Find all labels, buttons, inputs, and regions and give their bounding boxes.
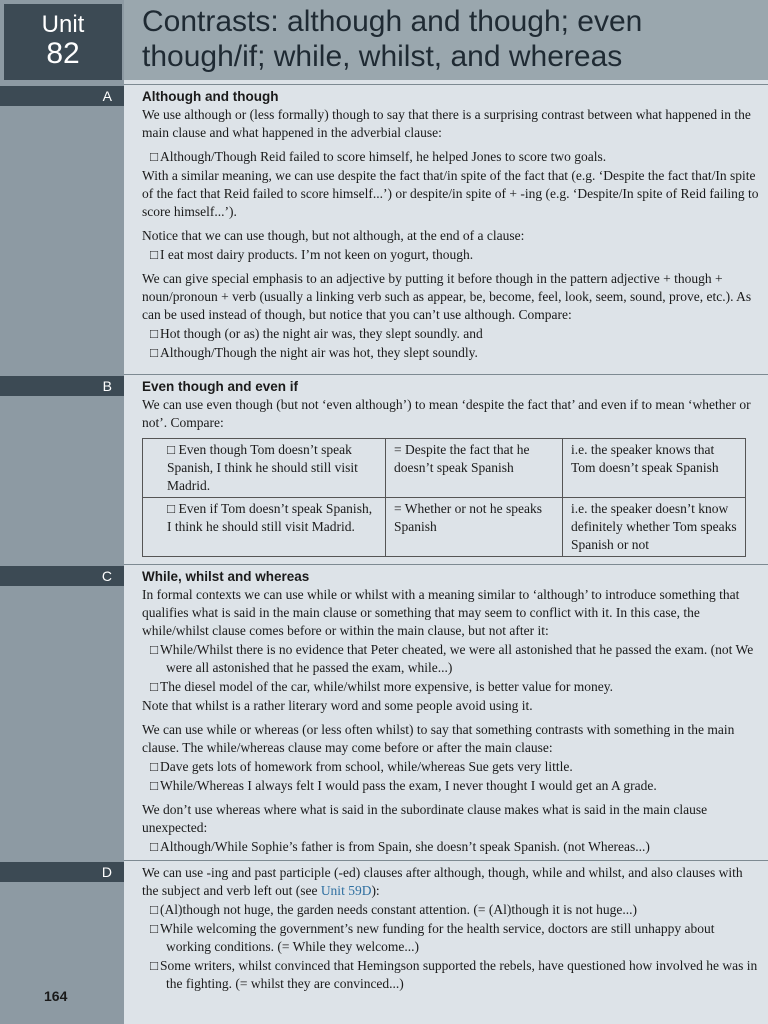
page-title: Contrasts: although and though; even though/if; while, whilst, and whereas bbox=[142, 5, 643, 73]
page-number: 164 bbox=[44, 988, 68, 1004]
example-text: Although/Though Reid failed to score himself, he helped Jones to score two goals. bbox=[160, 149, 607, 164]
example-text: Hot though (or as) the night air was, they slept soundly. and bbox=[160, 326, 483, 341]
checkbox-bullet-icon: □ bbox=[167, 442, 179, 457]
example bbox=[142, 920, 760, 956]
table-row bbox=[143, 439, 746, 498]
section-c bbox=[124, 564, 768, 857]
example bbox=[142, 957, 760, 993]
paragraph: We use although or (less formally) though to say that there is a surprising contrast between what happened in the main clause and what happened in the adverbial clause: bbox=[142, 107, 751, 140]
example bbox=[142, 678, 760, 696]
section-letter-d: D bbox=[0, 862, 124, 882]
paragraph: Notice that we can use though, but not although, at the end of a clause: bbox=[142, 228, 525, 243]
table-cell bbox=[143, 498, 386, 557]
example-text: Although/While Sophie’s father is from Spain, she doesn’t speak Spanish. (not Whereas...) bbox=[160, 839, 650, 854]
checkbox-bullet-icon: □ bbox=[150, 921, 159, 936]
checkbox-bullet-icon: □ bbox=[150, 778, 159, 793]
example-text: Although/Though the night air was hot, they slept soundly. bbox=[160, 345, 478, 360]
paragraph-text: We can use -ing and past participle (-ed) clauses after although, though, while and whilst, and also clauses with the subject and verb left out (see bbox=[142, 865, 743, 898]
section-a bbox=[124, 84, 768, 363]
example-text: Dave gets lots of homework from school, while/whereas Sue gets very little. bbox=[160, 759, 573, 774]
section-letter-a: A bbox=[0, 86, 124, 106]
unit-badge bbox=[4, 4, 122, 80]
table-cell: = Despite the fact that he doesn’t speak Spanish bbox=[386, 439, 563, 498]
section-b-heading: Even though and even if bbox=[142, 379, 299, 394]
example bbox=[142, 148, 760, 166]
checkbox-bullet-icon: □ bbox=[150, 149, 159, 164]
comparison-table bbox=[142, 438, 746, 557]
unit-reference-link[interactable]: Unit 59D bbox=[320, 883, 372, 898]
paragraph: In formal contexts we can use while or whilst with a meaning similar to ‘although’ to introduce something that qualifies what is said in the main clause or something that may seem to conflict with it. In this case, the while/whilst clause comes before or within the main clause, but not after it: bbox=[142, 587, 740, 638]
paragraph-text: ): bbox=[371, 883, 380, 898]
example-text: (Al)though not huge, the garden needs constant attention. (= (Al)though it is not huge...) bbox=[160, 902, 638, 917]
example bbox=[142, 325, 760, 343]
checkbox-bullet-icon: □ bbox=[150, 679, 159, 694]
section-d bbox=[124, 864, 768, 994]
paragraph: We can use even though (but not ‘even although’) to mean ‘despite the fact that’ and even if to mean ‘whether or not’. Compare: bbox=[142, 397, 751, 430]
checkbox-bullet-icon: □ bbox=[150, 326, 159, 341]
checkbox-bullet-icon: □ bbox=[167, 501, 179, 516]
paragraph: We don’t use whereas where what is said in the subordinate clause makes what is said in the main clause unexpected: bbox=[142, 802, 708, 835]
example bbox=[142, 246, 760, 264]
checkbox-bullet-icon: □ bbox=[150, 345, 159, 360]
unit-number: 82 bbox=[46, 37, 80, 70]
checkbox-bullet-icon: □ bbox=[150, 958, 159, 973]
section-letter-b: B bbox=[0, 376, 124, 396]
unit-label: Unit bbox=[41, 11, 85, 38]
section-b bbox=[124, 374, 768, 563]
cell-text: Even though Tom doesn’t speak Spanish, I think he should still visit Madrid. bbox=[167, 442, 358, 493]
example bbox=[142, 838, 760, 856]
checkbox-bullet-icon: □ bbox=[150, 759, 159, 774]
paragraph: We can use while or whereas (or less often whilst) to say that something contrasts with something in the main clause. The while/whereas clause may come before or after the main clause: bbox=[142, 722, 735, 755]
example-text: While welcoming the government’s new funding for the health service, doctors are still unhappy about working conditions. (= While they welcome...) bbox=[160, 921, 715, 954]
example bbox=[142, 641, 760, 677]
table-row bbox=[143, 498, 746, 557]
table-cell: i.e. the speaker knows that Tom doesn’t speak Spanish bbox=[563, 439, 746, 498]
section-a-heading: Although and though bbox=[142, 89, 279, 104]
example bbox=[142, 901, 760, 919]
paragraph: Note that whilst is a rather literary word and some people avoid using it. bbox=[142, 698, 533, 713]
section-divider bbox=[124, 860, 768, 861]
example-text: I eat most dairy products. I’m not keen on yogurt, though. bbox=[160, 247, 474, 262]
example-text: While/Whilst there is no evidence that Peter cheated, we were all astonished that he passed the exam. (not We were all astonished that he passed the exam, while...) bbox=[160, 642, 754, 675]
cell-text: Even if Tom doesn’t speak Spanish, I think he should still visit Madrid. bbox=[167, 501, 373, 534]
table-cell: = Whether or not he speaks Spanish bbox=[386, 498, 563, 557]
example bbox=[142, 777, 760, 795]
table-cell bbox=[143, 439, 386, 498]
checkbox-bullet-icon: □ bbox=[150, 902, 159, 917]
paragraph: We can give special emphasis to an adjective by putting it before though in the pattern adjective + though + noun/pronoun + verb (usually a linking verb such as appear, be, become, feel, look, seem, sound, prove, etc.). As can be used instead of though, but notice that you can’t use although. Compare: bbox=[142, 271, 752, 322]
section-letter-c: C bbox=[0, 566, 124, 586]
paragraph: With a similar meaning, we can use despite the fact that/in spite of the fact that (e.g. ‘Despite the fact that/In spite of the fact that Reid failed to score himself...’) or despite/in spite of + -ing (e.g. ‘Despite/In spite of Reid failing to score himself...’). bbox=[142, 168, 759, 219]
checkbox-bullet-icon: □ bbox=[150, 642, 159, 657]
example-text: While/Whereas I always felt I would pass the exam, I never thought I would get an A grade. bbox=[160, 778, 657, 793]
checkbox-bullet-icon: □ bbox=[150, 247, 159, 262]
example bbox=[142, 758, 760, 776]
example-text: Some writers, whilst convinced that Hemingson supported the rebels, have questioned how involved he was in the fighting. (= whilst they are convinced...) bbox=[160, 958, 758, 991]
paragraph bbox=[142, 864, 760, 900]
checkbox-bullet-icon: □ bbox=[150, 839, 159, 854]
example bbox=[142, 344, 760, 362]
table-cell: i.e. the speaker doesn’t know definitely whether Tom speaks Spanish or not bbox=[563, 498, 746, 557]
section-c-heading: While, whilst and whereas bbox=[142, 569, 310, 584]
example-text: The diesel model of the car, while/whilst more expensive, is better value for money. bbox=[160, 679, 613, 694]
